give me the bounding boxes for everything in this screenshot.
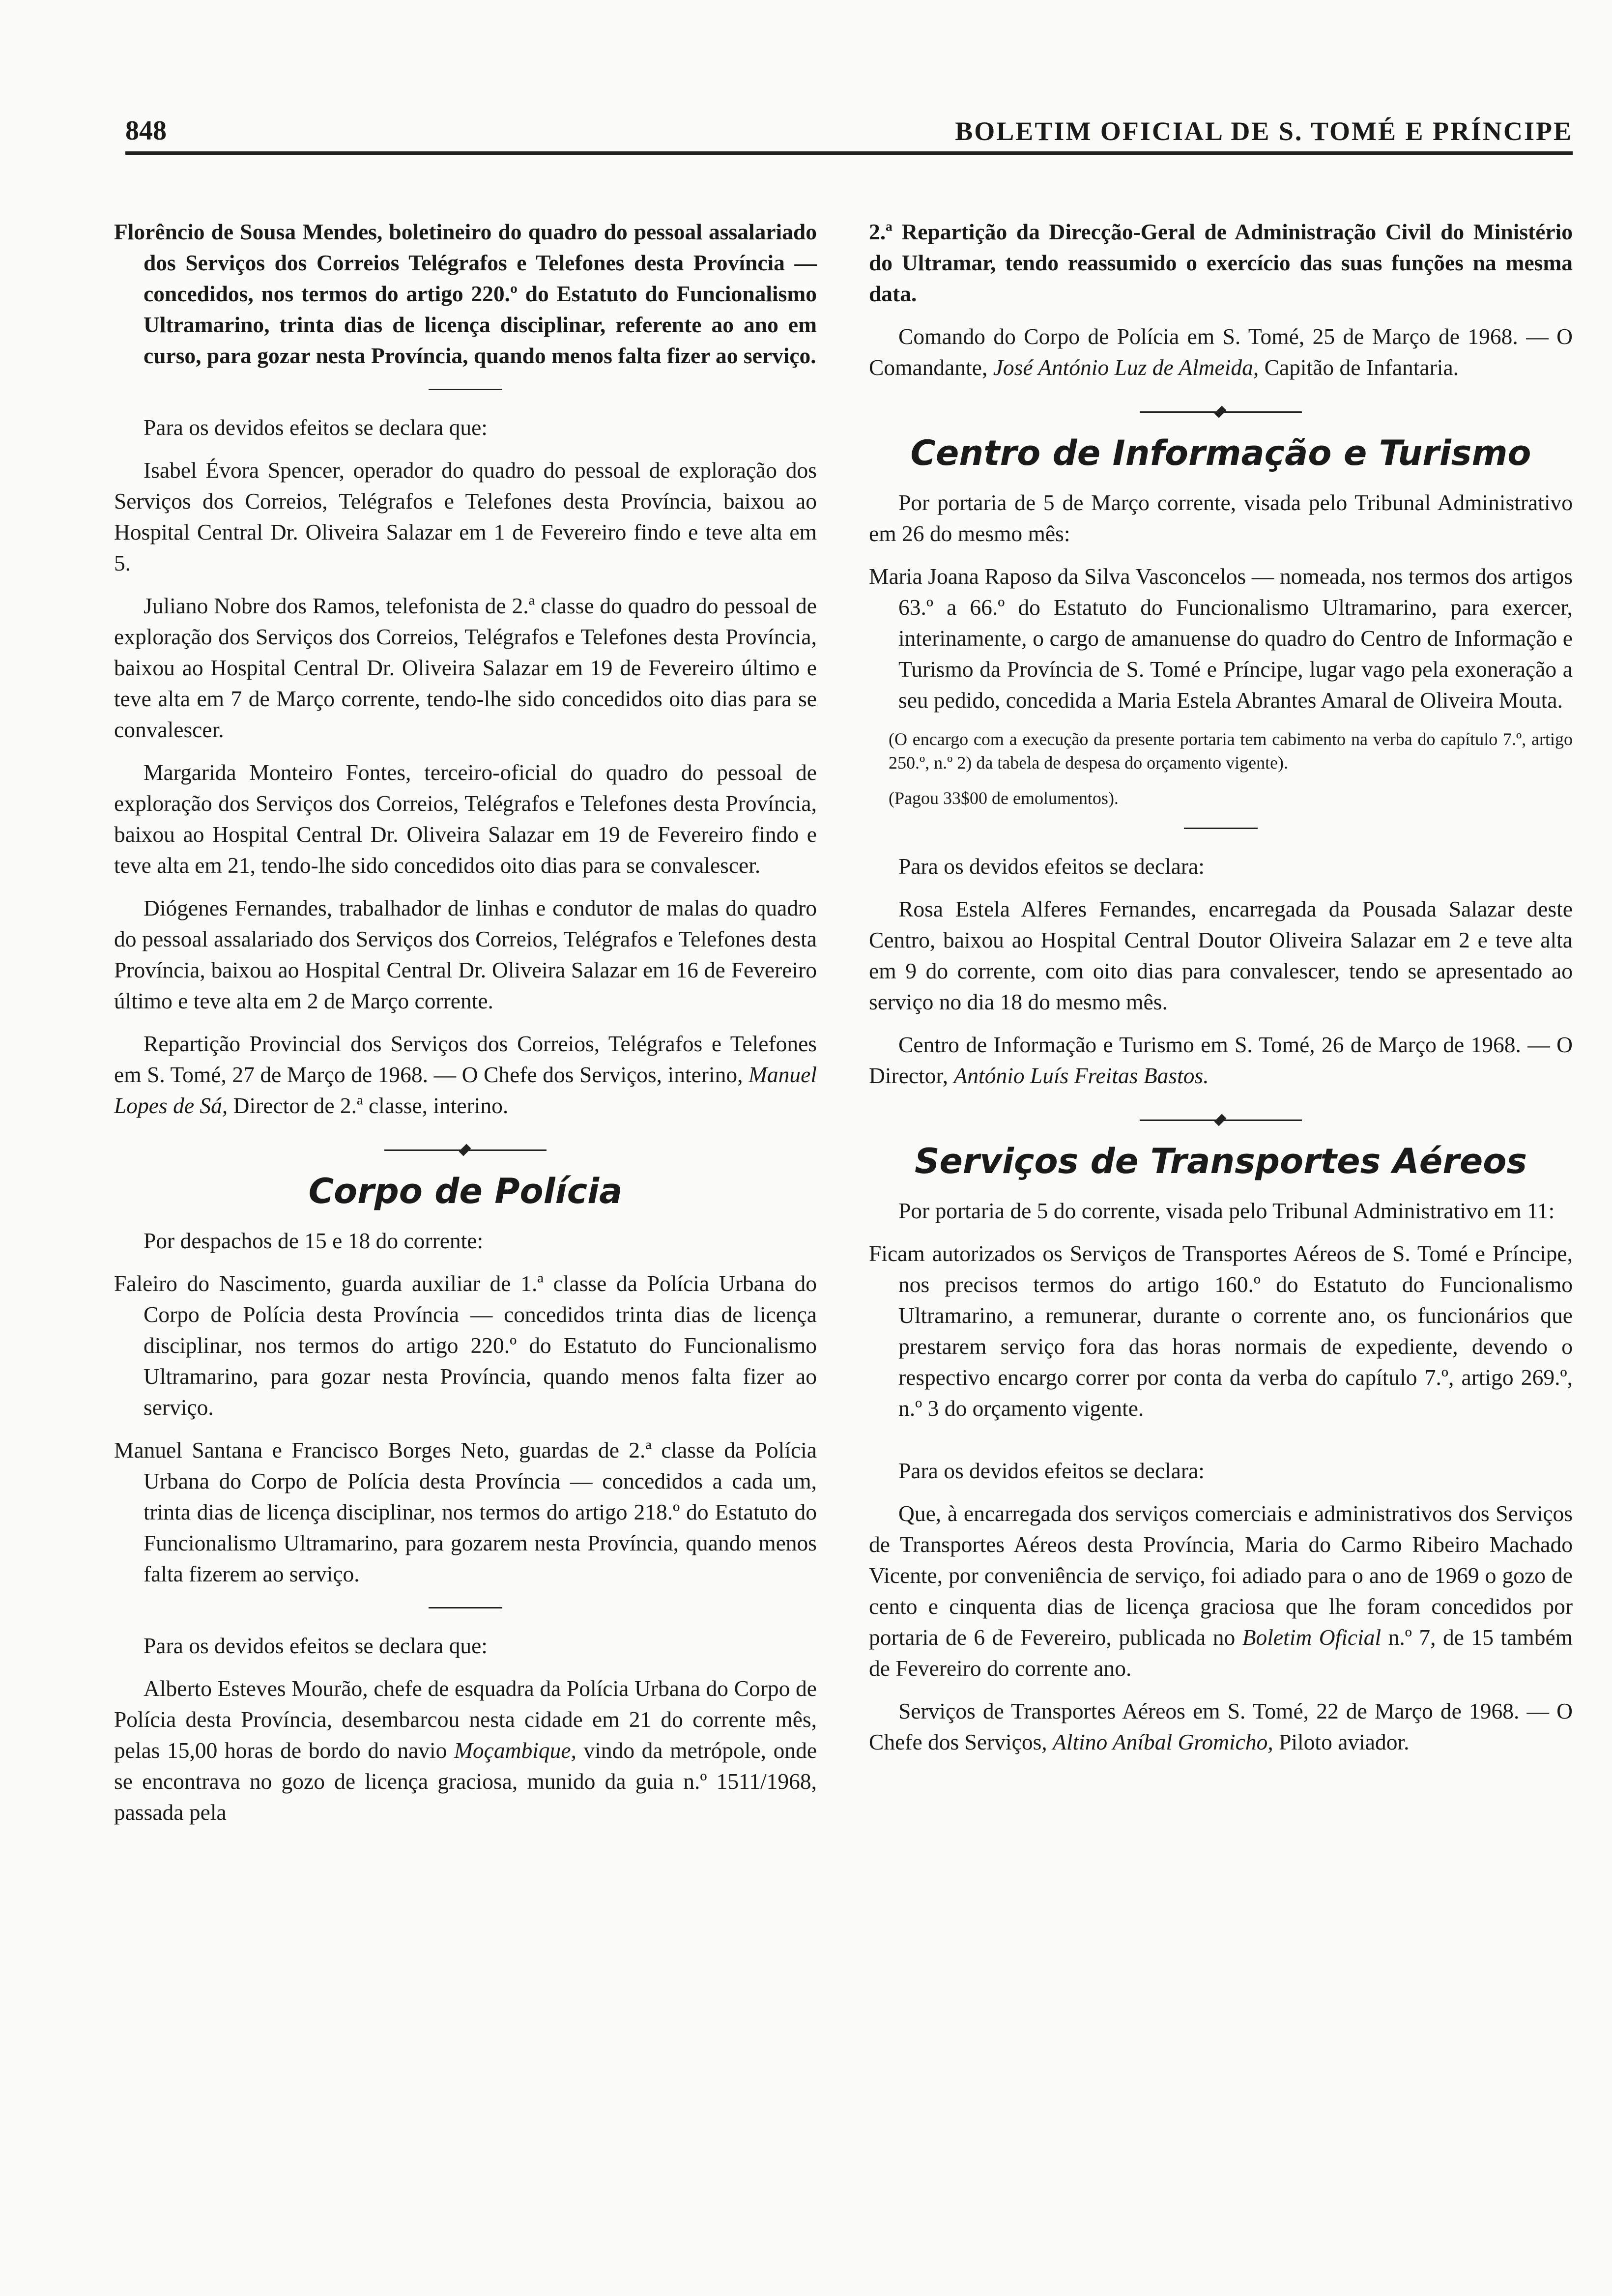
entry-paragraph: Juliano Nobre dos Ramos, telefonista de 2.ª classe do quadro do pessoal de exploração dos Serviços dos Correios, Telégrafos e Telefones desta Província, baixou ao Hospital Central Dr. Oliveira Salazar em 19 de Fevereiro último e teve alta em 7 de Março corrente, tendo-lhe sido concedidos oito dias para se convalescer. (114, 593, 817, 742)
dispatch-intro: Por portaria de 5 do corrente, visada pelo Tribunal Administrativo em 11: (898, 1198, 1555, 1223)
section-title: Serviços de Transportes Aéreos (914, 1141, 1527, 1181)
entry-paragraph: Margarida Monteiro Fontes, terceiro-oficial do quadro do pessoal de exploração dos Serviços dos Correios, Telégrafos e Telefones desta Província, baixou ao Hospital Central Dr. Oliveira Salazar em 19 de Fevereiro findo e teve alta em 21, tendo-lhe sido concedidos oito dias para se convalescer. (114, 760, 817, 878)
signature-block (869, 1695, 1573, 1757)
entry-paragraph: Ficam autorizados os Serviços de Transportes Aéreos de S. Tomé e Príncipe, nos precisos termos do artigo 160.º do Estatuto do Funcionalismo Ultramarino, a remunerar, durante o corrente ano, os funcionários que prestarem serviço fora das horas normais de expediente, devendo o respectivo encargo correr por conta da verba do capítulo 7.º, artigo 269.º, n.º 3 do orçamento vigente. (869, 1241, 1573, 1421)
signatory-name: Manuel Lopes de Sá, (114, 1062, 817, 1118)
separator-rule (429, 389, 502, 390)
section-ornament (384, 1144, 547, 1156)
entry-paragraph: Isabel Évora Spencer, operador do quadro do pessoal de exploração dos Serviços dos Correios, Telégrafos e Telefones desta Província, baixou ao Hospital Central Dr. Oliveira Salazar em 1 de Fevereiro findo e teve alta em 5. (114, 458, 817, 575)
declaration-intro: Para os devidos efeitos se declara que: (144, 415, 488, 440)
journal-name: Boletim Oficial (1242, 1625, 1382, 1650)
signatory-name: António Luís Freitas Bastos. (953, 1063, 1209, 1088)
signature-text: Repartição Provincial dos Serviços dos Correios, Telégrafos e Telefones em S. Tomé, 27 de Março de 1968. — O Chefe dos Serviços, interino, (114, 1031, 817, 1087)
entry-paragraph: Maria Joana Raposo da Silva Vasconcelos — nomeada, nos termos dos artigos 63.º a 66.º do Estatuto do Funcionalismo Ultramarino, para exercer, interinamente, o cargo de amanuense do quadro do Centro de Informação e Turismo da Província de S. Tomé e Príncipe, lugar vago pela exoneração a seu pedido, concedida a Maria Estela Abrantes Amaral de Oliveira Mouta. (869, 564, 1573, 713)
entry-paragraph: Rosa Estela Alferes Fernandes, encarregada da Pousada Salazar deste Centro, baixou ao Hospital Central Doutor Oliveira Salazar em 2 e teve alta em 9 do corrente, com oito dias para convalescer, tendo se apresentado ao serviço no dia 18 do mesmo mês. (869, 896, 1573, 1014)
dispatch-intro: Por portaria de 5 de Março corrente, visada pelo Tribunal Administrativo em 26 do mesmo mês: (869, 490, 1573, 546)
entry-paragraph (114, 1673, 817, 1828)
declaration-intro: Para os devidos efeitos se declara que: (144, 1633, 488, 1658)
entry-paragraph: Florêncio de Sousa Mendes, boletineiro do quadro do pessoal assalariado dos Serviços dos Correios Telégrafos e Telefones desta Província — concedidos, nos termos do artigo 220.º do Estatuto do Funcionalismo Ultramarino, trinta dias de licença disciplinar, referente ao ano em curso, para gozar nesta Província, quando menos falta fizer ao serviço. (114, 219, 817, 368)
signatory-name: Altino Aníbal Gromicho, (1053, 1729, 1273, 1754)
section-title: Corpo de Polícia (308, 1171, 623, 1211)
declaration-intro: Para os devidos efeitos se declara: (898, 1458, 1205, 1483)
entry-text: Alberto Esteves Mourão, chefe de esquadra da Polícia Urbana do Corpo de Polícia desta Província, desembarcou nesta cidade em 21 do corrente mês, pelas 15,00 horas de bordo do navio (114, 1676, 817, 1763)
page-header (125, 112, 1573, 155)
signatory-role: Director de 2.ª classe, interino. (233, 1093, 509, 1118)
page-number: 848 (125, 115, 167, 146)
signature-text: Centro de Informação e Turismo em S. Tomé, 26 de Março de 1968. — O Director, (869, 1032, 1573, 1088)
separator-rule (1184, 828, 1258, 829)
section-ornament (1140, 1114, 1302, 1126)
signatory-name: José António Luz de Almeida, (993, 355, 1259, 380)
entry-text: vindo da metrópole, onde se encontrava no gozo de licença graciosa, munido da guia n.º 1511/1968, passada pela (114, 1738, 817, 1825)
separator-rule (429, 1607, 502, 1608)
signature-block (869, 321, 1573, 383)
signature-text: Serviços de Transportes Aéreos em S. Tomé, 22 de Março de 1968. — O Chefe dos Serviços, (869, 1698, 1573, 1754)
entry-paragraph: Manuel Santana e Francisco Borges Neto, guardas de 2.ª classe da Polícia Urbana do Corpo de Polícia desta Província — concedidos a cada um, trinta dias de licença disciplinar, nos termos do artigo 218.º do Estatuto do Funcionalismo Ultramarino, para gozarem nesta Província, quando menos falta fizerem ao serviço. (114, 1437, 817, 1586)
entry-text: n.º 7, de 15 também de Fevereiro do corrente ano. (869, 1625, 1573, 1681)
journal-title: BOLETIM OFICIAL DE S. TOMÉ E PRÍNCIPE (955, 116, 1573, 146)
entry-paragraph: Diógenes Fernandes, trabalhador de linhas e condutor de malas do quadro do pessoal assalariado dos Serviços dos Correios, Telégrafos e Telefones desta Província, baixou ao Hospital Central Dr. Oliveira Salazar em 16 de Fevereiro último e teve alta em 2 de Março corrente. (114, 895, 817, 1013)
signature-text: Comando do Corpo de Polícia em S. Tomé, 25 de Março de 1968. — O Comandante, (869, 324, 1573, 380)
footnote: (Pagou 33$00 de emolumentos). (889, 788, 1119, 808)
signature-block (114, 1028, 817, 1121)
footnote: (O encargo com a execução da presente portaria tem cabimento na verba do capítulo 7.º, artigo 250.º, n.º 2) da tabela de despesa do orçamento vigente). (889, 729, 1573, 773)
entry-paragraph (869, 1498, 1573, 1684)
section-ornament (1140, 405, 1302, 418)
dispatch-intro: Por despachos de 15 e 18 do corrente: (144, 1228, 484, 1253)
signatory-role: Capitão de Infantaria. (1264, 355, 1459, 380)
right-column (869, 216, 1573, 1769)
declaration-intro: Para os devidos efeitos se declara: (898, 854, 1205, 879)
entry-paragraph: Faleiro do Nascimento, guarda auxiliar de 1.ª classe da Polícia Urbana do Corpo de Polícia desta Província — concedidos trinta dias de licença disciplinar, nos termos do artigo 220.º do Estatuto do Funcionalismo Ultramarino, para gozar nesta Província, quando menos falta fizer ao serviço. (114, 1271, 817, 1420)
signature-block (869, 1029, 1573, 1091)
signatory-role: Piloto aviador. (1279, 1729, 1410, 1754)
ship-name: Moçambique, (454, 1738, 576, 1763)
entry-text: Que, à encarregada dos serviços comerciais e administrativos dos Serviços de Transportes Aéreos desta Província, Maria do Carmo Ribeiro Machado Vicente, por conveniência de serviço, foi adiado para o ano de 1969 o gozo de cento e cinquenta dias de licença graciosa que lhe foram concedidos por portaria de 6 de Fevereiro, publicada no (869, 1501, 1573, 1650)
section-title: Centro de Informação e Turismo (910, 433, 1531, 473)
left-column (114, 216, 817, 1839)
entry-paragraph: 2.ª Repartição da Direcção-Geral de Administração Civil do Ministério do Ultramar, tendo reassumido o exercício das suas funções na mesma data. (869, 219, 1573, 306)
